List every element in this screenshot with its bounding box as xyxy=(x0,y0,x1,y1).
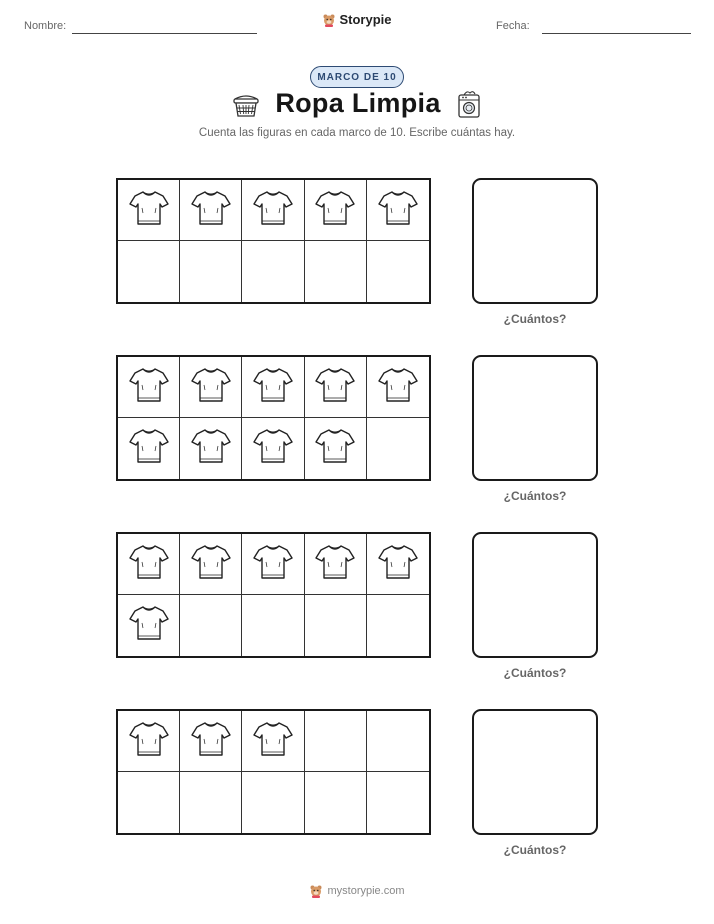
frame-cell xyxy=(242,418,304,479)
frame-cell xyxy=(305,357,367,418)
frame-cell xyxy=(242,180,304,241)
frame-cell xyxy=(242,772,304,833)
how-many-label-3: ¿Cuántos? xyxy=(503,666,567,680)
date-label: Fecha: xyxy=(496,20,530,32)
frame-cell xyxy=(242,711,304,772)
frame-cell xyxy=(118,711,180,772)
ten-frame-4 xyxy=(116,709,431,835)
tshirt-icon xyxy=(190,542,232,587)
tshirt-icon xyxy=(314,426,356,471)
tshirt-icon xyxy=(128,603,170,648)
frame-cell xyxy=(180,357,242,418)
instructions: Cuenta las figuras en cada marco de 10. Escribe cuántas hay. xyxy=(198,127,516,139)
frame-cell xyxy=(367,534,429,595)
tshirt-icon xyxy=(252,542,294,587)
frame-cell xyxy=(367,357,429,418)
frame-cell xyxy=(180,418,242,479)
title-row xyxy=(0,88,714,119)
frame-cell xyxy=(305,534,367,595)
tshirt-icon xyxy=(128,719,170,764)
frame-cell xyxy=(118,772,180,833)
name-field[interactable] xyxy=(72,33,257,34)
frame-cell xyxy=(180,711,242,772)
frame-cell xyxy=(242,357,304,418)
brand-name: Storypie xyxy=(339,12,392,27)
frame-cell xyxy=(118,180,180,241)
tshirt-icon xyxy=(377,542,419,587)
date-field[interactable] xyxy=(542,33,691,34)
section-badge: MARCO DE 10 xyxy=(310,66,404,88)
tshirt-icon xyxy=(190,719,232,764)
tshirt-icon xyxy=(252,188,294,233)
frame-cell xyxy=(242,241,304,302)
tshirt-icon xyxy=(128,542,170,587)
tshirt-icon xyxy=(377,188,419,233)
frame-cell xyxy=(242,534,304,595)
tshirt-icon xyxy=(190,426,232,471)
tshirt-icon xyxy=(252,365,294,410)
frame-cell xyxy=(305,772,367,833)
answer-box-3[interactable] xyxy=(472,532,598,658)
frame-cell xyxy=(118,241,180,302)
frame-cell xyxy=(118,357,180,418)
how-many-label-2: ¿Cuántos? xyxy=(503,489,567,503)
tshirt-icon xyxy=(190,365,232,410)
tshirt-icon xyxy=(128,365,170,410)
frame-cell xyxy=(367,711,429,772)
tshirt-icon xyxy=(128,426,170,471)
page-title: Ropa Limpia xyxy=(275,88,441,118)
laundry-basket-icon xyxy=(231,89,261,119)
frame-cell xyxy=(305,180,367,241)
tshirt-icon xyxy=(314,365,356,410)
bear-mascot-icon xyxy=(322,13,336,27)
frame-cell xyxy=(367,180,429,241)
frame-cell xyxy=(118,595,180,656)
tshirt-icon xyxy=(314,188,356,233)
name-label: Nombre: xyxy=(24,20,67,32)
frame-cell xyxy=(180,595,242,656)
answer-box-2[interactable] xyxy=(472,355,598,481)
tshirt-icon xyxy=(377,365,419,410)
frame-cell xyxy=(118,418,180,479)
brand-logo xyxy=(0,12,714,27)
frame-cell xyxy=(180,534,242,595)
frame-cell xyxy=(305,241,367,302)
bear-mascot-icon xyxy=(309,884,323,898)
washing-machine-icon xyxy=(455,89,483,119)
footer-url: mystorypie.com xyxy=(327,885,405,897)
ten-frame-1 xyxy=(116,178,431,304)
tshirt-icon xyxy=(190,188,232,233)
footer xyxy=(0,884,714,898)
tshirt-icon xyxy=(252,719,294,764)
tshirt-icon xyxy=(128,188,170,233)
frame-cell xyxy=(367,418,429,479)
ten-frame-2 xyxy=(116,355,431,481)
answer-box-4[interactable] xyxy=(472,709,598,835)
tshirt-icon xyxy=(314,542,356,587)
frame-cell xyxy=(305,711,367,772)
frame-cell xyxy=(118,534,180,595)
frame-cell xyxy=(180,180,242,241)
how-many-label-1: ¿Cuántos? xyxy=(503,312,567,326)
frame-cell xyxy=(305,595,367,656)
frame-cell xyxy=(305,418,367,479)
frame-cell xyxy=(180,772,242,833)
frame-cell xyxy=(367,595,429,656)
tshirt-icon xyxy=(252,426,294,471)
frame-cell xyxy=(180,241,242,302)
frame-cell xyxy=(367,241,429,302)
frame-cell xyxy=(367,772,429,833)
frame-cell xyxy=(242,595,304,656)
answer-box-1[interactable] xyxy=(472,178,598,304)
how-many-label-4: ¿Cuántos? xyxy=(503,843,567,857)
ten-frame-3 xyxy=(116,532,431,658)
